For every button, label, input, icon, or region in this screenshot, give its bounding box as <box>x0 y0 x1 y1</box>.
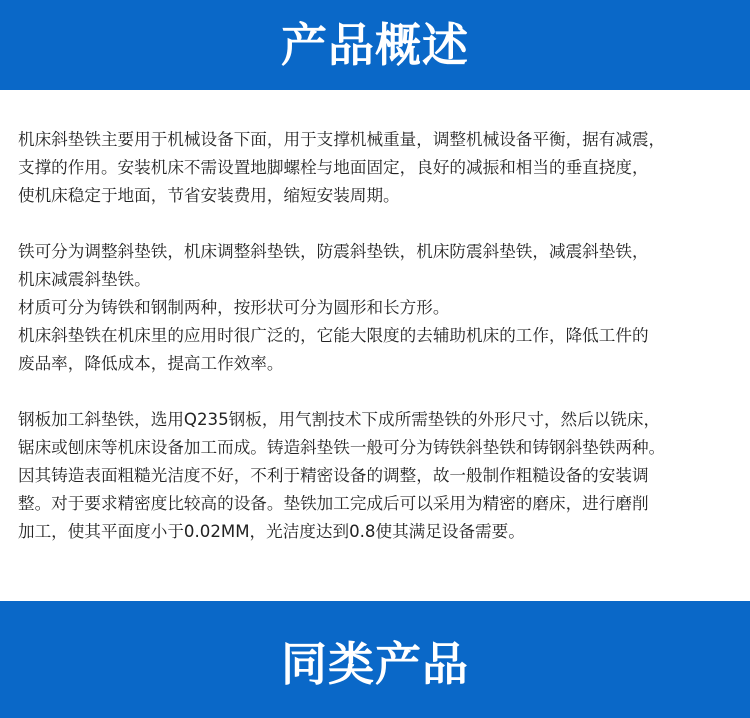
product-description <box>18 126 748 546</box>
description-line: 材质可分为铸铁和钢制两种，按形状可分为圆形和长方形。 <box>18 298 450 317</box>
description-line: 因其铸造表面粗糙光洁度不好，不利于精密设备的调整，故一般制作粗糙设备的安装调 <box>18 466 649 485</box>
description-line: 废品率，降低成本，提高工作效率。 <box>18 354 284 373</box>
description-line: 使机床稳定于地面，节省安装费用，缩短安装周期。 <box>18 186 400 205</box>
similar-products-banner <box>0 601 750 718</box>
overview-banner <box>0 0 750 90</box>
similar-products-title: 同类产品 <box>281 636 469 691</box>
description-line: 铁可分为调整斜垫铁，机床调整斜垫铁，防震斜垫铁，机床防震斜垫铁，减震斜垫铁， <box>18 242 649 261</box>
description-line: 支撑的作用。安装机床不需设置地脚螺栓与地面固定，良好的减振和相当的垂直挠度， <box>18 158 649 177</box>
description-line: 加工，使其平面度小于0.02MM，光洁度达到0.8使其满足设备需要。 <box>18 522 525 541</box>
description-line: 机床减震斜垫铁。 <box>18 270 151 289</box>
description-line: 整。对于要求精密度比较高的设备。垫铁加工完成后可以采用为精密的磨床，进行磨削 <box>18 494 649 513</box>
description-line: 机床斜垫铁主要用于机械设备下面，用于支撑机械重量，调整机械设备平衡，据有减震， <box>18 130 666 149</box>
paragraph-gap <box>18 378 748 406</box>
description-line: 机床斜垫铁在机床里的应用时很广泛的，它能大限度的去辅助机床的工作，降低工件的 <box>18 326 649 345</box>
paragraph-gap <box>18 210 748 238</box>
description-line: 钢板加工斜垫铁，选用Q235钢板，用气割技术下成所需垫铁的外形尺寸，然后以铣床， <box>18 410 661 429</box>
overview-title: 产品概述 <box>281 18 469 72</box>
description-line: 锯床或刨床等机床设备加工而成。铸造斜垫铁一般可分为铸铁斜垫铁和铸钢斜垫铁两种。 <box>18 438 666 457</box>
